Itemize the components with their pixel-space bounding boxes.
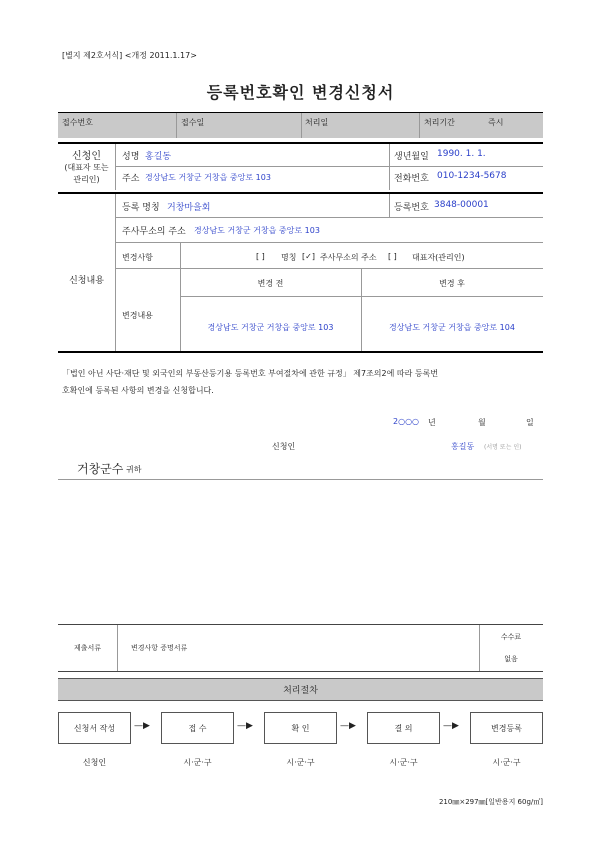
actor-label: 시·군·구: [492, 758, 521, 767]
actor-label: 시·군·구: [183, 758, 212, 767]
procedure-title: 처리절차: [58, 678, 543, 701]
year-label: 년: [428, 418, 436, 427]
divider: [58, 351, 543, 353]
applicant-section-sub2: 관리인): [73, 175, 100, 184]
process-period-value: 즉시: [488, 118, 504, 127]
receipt-no-label: 접수번호: [62, 118, 93, 127]
opt-name-label: 명칭: [281, 253, 297, 262]
phone-value: 010-1234-5678: [437, 171, 507, 181]
reg-no-label: 등록번호: [394, 203, 429, 213]
divider: [115, 144, 116, 190]
opt-office-box[interactable]: [✓]: [302, 252, 315, 261]
actor-label: 신청인: [82, 758, 107, 767]
phone-label: 전화번호: [394, 174, 429, 184]
after-label: 변경 후: [439, 279, 465, 288]
step-receive: 접 수: [161, 712, 234, 744]
form-note: [별지 제2호서식] <개정 2011.1.17>: [62, 51, 197, 60]
documents-value: 변경사항 증명서류: [131, 644, 188, 652]
statement-line-1: 「법인 아닌 사단·재단 및 외국인의 부동산등기용 등록번호 부여절차에 관한 규정」 제7조의2에 따라 등록번: [62, 369, 439, 378]
step-confirm: 확 인: [264, 712, 337, 744]
office-label: 주사무소의 주소: [122, 227, 186, 237]
address-label: 주소: [122, 174, 140, 184]
step-decide: 결 의: [367, 712, 440, 744]
arrow-icon: —▶: [237, 721, 253, 731]
paper-spec: 210㎜×297㎜[일반용지 60g/㎡]: [438, 798, 543, 806]
divider: [389, 144, 390, 190]
step-register: 변경등록: [470, 712, 543, 744]
opt-rep-box[interactable]: [ ]: [388, 252, 397, 261]
month-label: 월: [478, 418, 486, 427]
arrow-icon: —▶: [134, 721, 150, 731]
day-label: 일: [526, 418, 534, 427]
divider: [389, 194, 390, 217]
fee-value: 없음: [504, 655, 518, 663]
before-value: 경상남도 거창군 거창읍 중앙로 103: [207, 323, 334, 332]
change-content-label: 변경내용: [122, 311, 153, 320]
applicant-section-sub1: (대표자 또는: [64, 163, 109, 172]
receipt-date-label: 접수일: [181, 118, 205, 127]
arrow-icon: —▶: [443, 721, 459, 731]
divider: [58, 142, 543, 144]
divider: [176, 113, 177, 138]
divider: [117, 625, 118, 671]
opt-office-label: 주사무소의 주소: [320, 253, 377, 262]
recipient-name: 거창군수: [77, 462, 124, 476]
recipient-suffix: 귀하: [126, 465, 142, 474]
divider: [115, 166, 543, 167]
fee-label: 수수료: [500, 633, 522, 641]
reg-name-label: 등록 명칭: [122, 203, 160, 213]
documents-label: 제출서류: [73, 644, 102, 652]
name-label: 성명: [122, 152, 140, 162]
arrow-icon: —▶: [340, 721, 356, 731]
actor-label: 시·군·구: [286, 758, 315, 767]
birth-label: 생년월일: [394, 152, 429, 162]
opt-rep-label: 대표자(관리인): [412, 253, 465, 262]
applicant-section-label: 신청인: [72, 151, 101, 162]
name-value: 홍길동: [145, 152, 172, 162]
process-date-label: 처리일: [305, 118, 329, 127]
after-value: 경상남도 거창군 거창읍 중앙로 104: [389, 323, 515, 332]
reg-no-value: 3848-00001: [434, 200, 489, 210]
sign-note: (서명 또는 인): [484, 444, 522, 451]
actor-label: 시·군·구: [389, 758, 418, 767]
divider: [115, 217, 543, 218]
applicant-sign-label: 신청인: [272, 442, 296, 451]
divider: [301, 113, 302, 138]
divider: [58, 671, 543, 672]
divider: [58, 624, 543, 625]
step-apply: 신청서 작성: [58, 712, 131, 744]
page-title: 등록번호확인 변경신청서: [206, 83, 395, 102]
opt-name-box[interactable]: [ ]: [256, 252, 265, 261]
change-item-label: 변경사항: [122, 253, 153, 262]
divider: [419, 113, 420, 138]
request-section-label: 신청내용: [69, 276, 104, 286]
process-period-label: 처리기간: [424, 118, 455, 127]
divider: [58, 192, 543, 194]
applicant-sign-name: 홍길동: [451, 442, 475, 451]
divider: [58, 479, 543, 480]
reg-name-value: 거창마을회: [167, 203, 211, 213]
statement-line-2: 호확인에 등록된 사항의 변경을 신청합니다.: [62, 386, 214, 395]
year-value: 2○○○: [393, 417, 420, 426]
address-value: 경상남도 거창군 거창읍 중앙로 103: [145, 173, 271, 182]
before-label: 변경 전: [257, 279, 284, 288]
office-value: 경상남도 거창군 거창읍 중앙로 103: [194, 226, 320, 235]
birth-value: 1990. 1. 1.: [437, 149, 486, 159]
